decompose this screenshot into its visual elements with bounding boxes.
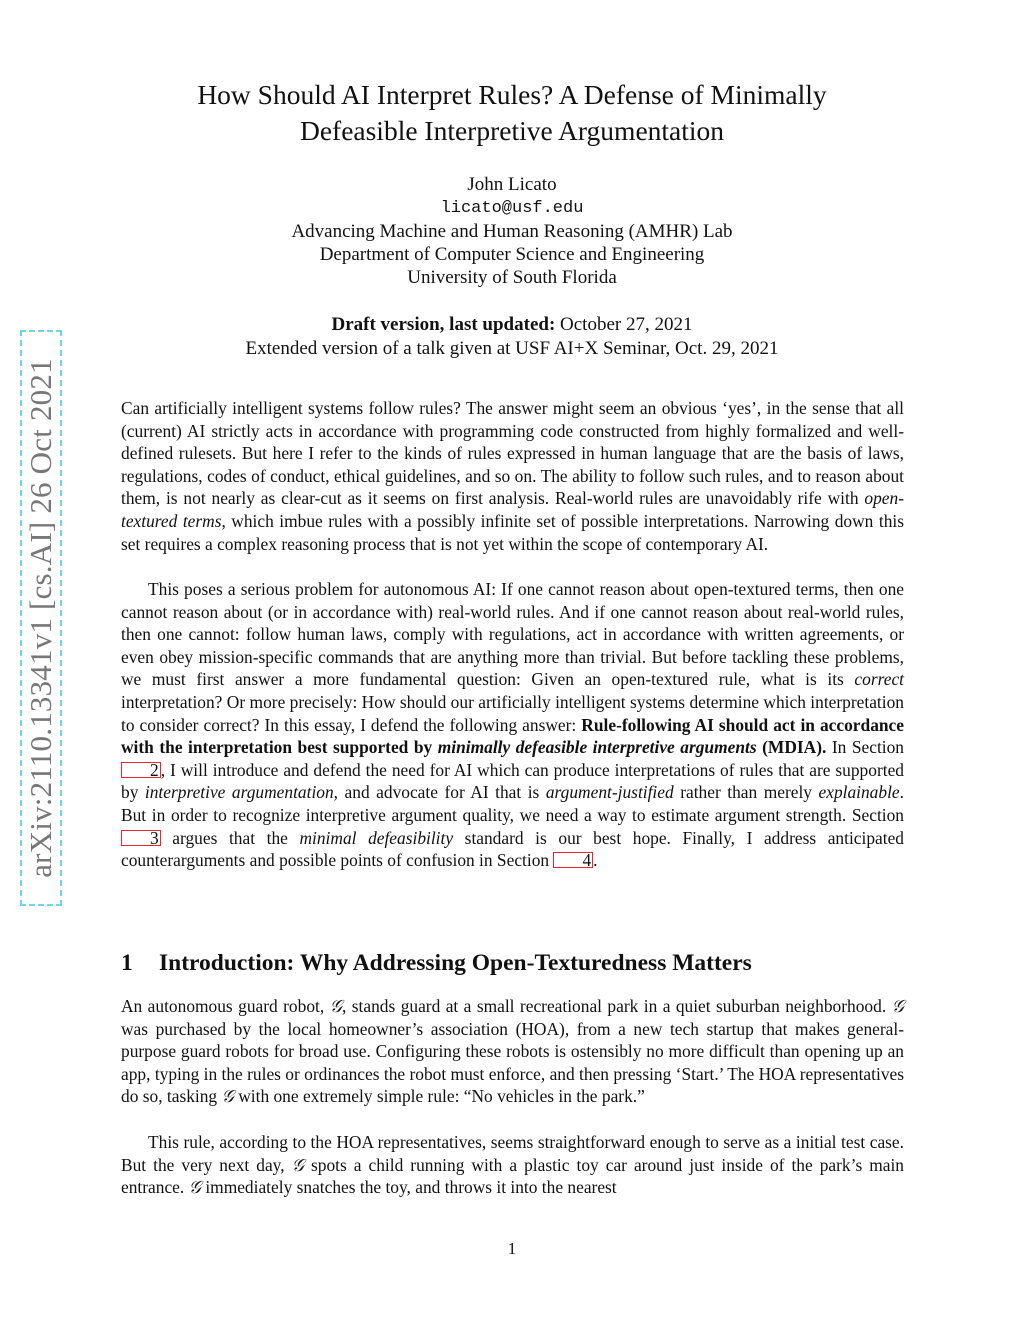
title-line-1: How Should AI Interpret Rules? A Defense of Minimally (197, 79, 827, 110)
section-4-link[interactable]: 4 (553, 852, 593, 868)
abstract-paragraph-2: This poses a serious problem for autonomous AI: If one cannot reason about open-textured terms, then one cannot reason about (or in accordance with) real-world rules. And if one cannot reason about real-world rules, then one cannot: follow human laws, comply with regulations, act in accordance with written agreements, or even obey mission-specific commands that are anything more than trivial. But before tackling these problems, we must first answer a more fundamental question: Given an open-textured rule, what is its correct interpretation? Or more precisely: How should our artificially intelligent systems determine which interpretation to consider correct? In this essay, I defend the following answer: Rule-following AI should act in accordance with the interpretation best supported by minimally defeasible interpretive arguments (MDIA). In Section 2 , I will introduce and defend the need for AI which can produce interpretations of rules that are supported by interpretive argumentation, and advocate for AI that is argument-justified rather than merely explainable. But in order to recognize interpretive argument quality, we need a way to estimate argument strength. Section 3 argues that the minimal defeasibility standard is our best hope. Finally, I address anticipated counterarguments and possible points of confusion in Section 4 . (121, 579, 905, 871)
author-department: Department of Computer Science and Engineering (319, 244, 705, 265)
section-2-link[interactable]: 2 (121, 762, 161, 778)
section-number: 1 (121, 950, 133, 976)
author-name: John Licato (467, 174, 557, 195)
draft-date: October 27, 2021 (560, 314, 693, 335)
author-university: University of South Florida (407, 267, 617, 288)
talk-note: Extended version of a talk given at USF AI+X Seminar, Oct. 29, 2021 (245, 338, 779, 359)
draft-label: Draft version, last updated: (331, 314, 556, 335)
section-1-heading (121, 948, 752, 978)
page-number: 1 (507, 1239, 517, 1258)
arxiv-stamp[interactable] (20, 330, 62, 906)
abstract-paragraph-1: Can artificially intelligent systems follow rules? The answer might seem an obvious ‘yes’, in the sense that all (current) AI strictly acts in accordance with programming code constructed from highly formalized and well-defined rulesets. But here I refer to the kinds of rules expressed in human language that are the basis of laws, regulations, codes of conduct, ethical guidelines, and so on. The ability to follow such rules, and to reason about them, is not nearly as clear-cut as it seems on first analysis. Real-world rules are unavoidably rife with open-textured terms, which imbue rules with a possibly infinite set of possible interpretations. Narrowing down this set requires a complex reasoning process that is not yet within the scope of contemporary AI. (121, 398, 904, 554)
section-title: Introduction: Why Addressing Open-Texturedness Matters (159, 950, 752, 976)
section-1-paragraph-1: An autonomous guard robot, 𝒢, stands guard at a small recreational park in a quiet suburban neighborhood. 𝒢 was purchased by the local homeowner’s association (HOA), from a new tech startup that makes general-purpose guard robots for broad use. Configuring these robots is ostensibly no more difficult than opening up an app, typing in the rules or ordinances the robot must enforce, and then pressing ‘Start.’ The HOA representatives do so, tasking 𝒢 with one extremely simple rule: “No vehicles in the park.” (121, 996, 904, 1107)
draft-line (120, 313, 904, 336)
title-line-2: Defeasible Interpretive Argumentation (299, 115, 725, 146)
paper-title (120, 77, 904, 149)
author-email[interactable]: licato@usf.edu (440, 199, 584, 218)
section-1-paragraph-2: This rule, according to the HOA representatives, seems straightforward enough to serve as a initial test case. But the very next day, 𝒢 spots a child running with a plastic toy car around just inside of the park’s main entrance. 𝒢 immediately snatches the toy, and throws it into the nearest (121, 1132, 905, 1198)
author-lab: Advancing Machine and Human Reasoning (AMHR) Lab (291, 221, 733, 242)
arxiv-identifier: arXiv:2110.13341v1 [cs.AI] 26 Oct 2021 (23, 358, 58, 878)
section-3-link[interactable]: 3 (121, 830, 161, 846)
mdia-thesis: Rule-following AI should act in accordance with the interpretation best supported by minimally defeasible interpretive arguments (MDIA). (121, 714, 904, 758)
emphasis-open-textured-terms: open-textured terms (121, 488, 904, 531)
